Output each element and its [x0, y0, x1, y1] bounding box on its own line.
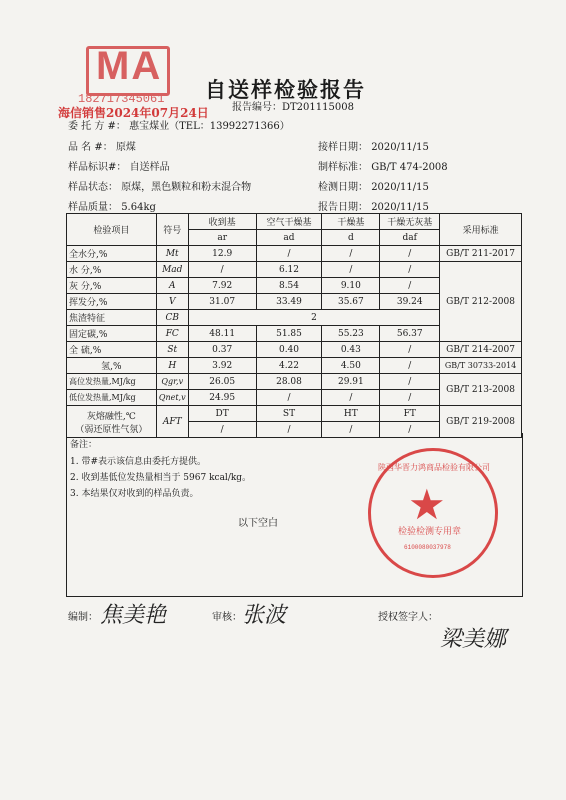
- report-date-field: [318, 198, 429, 213]
- cell-ad: 6.12: [256, 262, 322, 278]
- cell-ash-h4: FT: [380, 406, 440, 422]
- results-table: [66, 213, 522, 438]
- cell-daf: /: [380, 246, 440, 262]
- sample-mass-field: [68, 198, 156, 213]
- name-value: 原煤: [115, 142, 136, 153]
- sample-state-field: [68, 178, 251, 193]
- cell-daf: /: [380, 358, 440, 374]
- cell-ash-v2: /: [256, 422, 322, 438]
- cell-ad: 0.40: [256, 342, 322, 358]
- cell-ar: /: [188, 262, 256, 278]
- seal-number: 6100080037978: [404, 544, 451, 551]
- seal-purpose-text: 检验检测专用章: [398, 527, 462, 537]
- cell-item: 灰 分,%: [67, 278, 157, 294]
- seal-company-text: 陕西华晋力鸿商品检验有限公司: [378, 463, 490, 472]
- cell-d: 9.10: [322, 278, 380, 294]
- report-date-value: 2020/11/15: [371, 202, 429, 213]
- cell-standard: GB/T 212-2008: [440, 262, 522, 342]
- reviewed-label: 审核：: [212, 612, 242, 623]
- received-date-label: 接样日期：: [318, 142, 368, 153]
- cell-d: 35.67: [322, 294, 380, 310]
- header-daf: daf: [380, 230, 440, 246]
- cell-daf: 39.24: [380, 294, 440, 310]
- test-date-label: 检测日期：: [318, 182, 368, 193]
- header-daf-cn: 干燥无灰基: [380, 214, 440, 230]
- header-standard: 采用标准: [440, 214, 522, 246]
- sample-id-field: [68, 158, 170, 173]
- cell-daf: /: [380, 374, 440, 390]
- cell-ar: 24.95: [188, 390, 256, 406]
- cell-symbol: CB: [156, 310, 188, 326]
- ma-stamp-text: MA: [96, 44, 163, 88]
- cell-standard: GB/T 30733-2014: [440, 358, 522, 374]
- cell-ad: 33.49: [256, 294, 322, 310]
- note-2: 2. 收到基低位发热量相当于 5967 kcal/kg。: [70, 473, 252, 483]
- ma-stamp-code: 182717345061: [78, 92, 165, 106]
- cell-item: 低位发热量,MJ/kg: [67, 390, 157, 406]
- cell-standard: GB/T 211-2017: [440, 246, 522, 262]
- cell-item: 固定碳,%: [67, 326, 157, 342]
- cell-item: 挥发分,%: [67, 294, 157, 310]
- table-row: [67, 374, 522, 390]
- table-row: [67, 358, 522, 374]
- cell-symbol: FC: [156, 326, 188, 342]
- cell-standard: GB/T 219-2008: [440, 406, 522, 438]
- cell-d: 0.43: [322, 342, 380, 358]
- cell-item: 全 硫,%: [67, 342, 157, 358]
- table-row: [67, 406, 522, 422]
- prep-standard-value: GB/T 474-2008: [371, 162, 448, 173]
- prepared-signature: 焦美艳: [100, 603, 167, 628]
- sample-mass-label: 样品质量：: [68, 202, 118, 213]
- cell-ash-v1: /: [188, 422, 256, 438]
- cell-ar: 48.11: [188, 326, 256, 342]
- cell-merged-value: 2: [188, 310, 439, 326]
- prep-standard-field: [318, 158, 448, 173]
- cell-daf: 56.37: [380, 326, 440, 342]
- cell-ash-v3: /: [322, 422, 380, 438]
- note-1: 1. 带#表示该信息由委托方提供。: [70, 457, 206, 467]
- header-d-cn: 干燥基: [322, 214, 380, 230]
- cell-d: /: [322, 246, 380, 262]
- cell-daf: /: [380, 262, 440, 278]
- cell-item: 全水分,%: [67, 246, 157, 262]
- header-d: d: [322, 230, 380, 246]
- header-ar-cn: 收到基: [188, 214, 256, 230]
- header-symbol: 符号: [156, 214, 188, 246]
- cell-daf: /: [380, 342, 440, 358]
- cell-symbol: A: [156, 278, 188, 294]
- cell-ash-h1: DT: [188, 406, 256, 422]
- prepared-label: 编制：: [68, 612, 98, 623]
- ash-item-line2: （弱还原性气氛）: [75, 424, 148, 435]
- seal-star-icon: ★: [408, 480, 446, 529]
- cell-standard: GB/T 214-2007: [440, 342, 522, 358]
- test-date-value: 2020/11/15: [371, 182, 429, 193]
- cell-ad: 51.85: [256, 326, 322, 342]
- table-row: [67, 342, 522, 358]
- ash-item-line1: 灰熔融性,℃: [86, 411, 136, 422]
- cell-ar: 3.92: [188, 358, 256, 374]
- test-date-field: [318, 178, 429, 193]
- client-value: 惠宝煤业（TEL：13992271366）: [129, 121, 290, 132]
- table-row: [67, 262, 522, 278]
- sample-state-label: 样品状态：: [68, 182, 118, 193]
- sample-id-label: 样品标识#：: [68, 162, 127, 173]
- table-header-row: [67, 214, 522, 230]
- date-stamp: 海信销售2024年07月24日: [58, 106, 209, 120]
- cell-daf: /: [380, 278, 440, 294]
- received-date-value: 2020/11/15: [371, 142, 429, 153]
- cell-symbol: Qnet,v: [156, 390, 188, 406]
- authorized-label: 授权签字人：: [378, 612, 438, 623]
- header-ad-cn: 空气干燥基: [256, 214, 322, 230]
- cell-ash-h3: HT: [322, 406, 380, 422]
- cell-ad: 28.08: [256, 374, 322, 390]
- cell-daf: /: [380, 390, 440, 406]
- cell-ad: 4.22: [256, 358, 322, 374]
- sample-mass-value: 5.64kg: [121, 202, 156, 213]
- sample-state-value: 原煤，黑色颗粒和粉末混合物: [121, 182, 252, 193]
- cell-symbol: H: [156, 358, 188, 374]
- report-number: 报告编号：DT201115008: [232, 102, 354, 113]
- cell-symbol: Qgr,v: [156, 374, 188, 390]
- cell-ar: 0.37: [188, 342, 256, 358]
- reviewed-signature: 张波: [242, 603, 287, 628]
- cell-ar: 12.9: [188, 246, 256, 262]
- cell-item: 高位发热量,MJ/kg: [67, 374, 157, 390]
- cell-ar: 7.92: [188, 278, 256, 294]
- note-3: 3. 本结果仅对收到的样品负责。: [70, 489, 199, 499]
- cell-ash-v4: /: [380, 422, 440, 438]
- header-ad: ad: [256, 230, 322, 246]
- name-field: [68, 138, 136, 153]
- cell-d: /: [322, 262, 380, 278]
- cell-symbol: V: [156, 294, 188, 310]
- client-label: 委 托 方 #：: [68, 121, 126, 132]
- cell-d: 4.50: [322, 358, 380, 374]
- prep-standard-label: 制样标准：: [318, 162, 368, 173]
- cell-ad: /: [256, 390, 322, 406]
- cell-symbol: St: [156, 342, 188, 358]
- cell-item: 水 分,%: [67, 262, 157, 278]
- cell-d: 55.23: [322, 326, 380, 342]
- cell-ad: 8.54: [256, 278, 322, 294]
- authorized-signature: 梁美娜: [440, 627, 507, 652]
- received-date-field: [318, 138, 429, 153]
- cell-ash-h2: ST: [256, 406, 322, 422]
- cell-ar: 26.05: [188, 374, 256, 390]
- cell-item: 氢,%: [67, 358, 157, 374]
- cell-d: /: [322, 390, 380, 406]
- cell-symbol: Mad: [156, 262, 188, 278]
- cell-item: 焦渣特征: [67, 310, 157, 326]
- client-field: [68, 117, 290, 132]
- table-row: [67, 246, 522, 262]
- cell-ar: 31.07: [188, 294, 256, 310]
- cell-symbol: Mt: [156, 246, 188, 262]
- cell-standard: GB/T 213-2008: [440, 374, 522, 406]
- header-item: 检验项目: [67, 214, 157, 246]
- cell-ad: /: [256, 246, 322, 262]
- blank-below-note: 以下空白: [238, 518, 278, 529]
- header-ar: ar: [188, 230, 256, 246]
- report-date-label: 报告日期：: [318, 202, 368, 213]
- notes-heading: 备注：: [70, 440, 98, 450]
- sample-id-value: 自送样品: [129, 162, 170, 173]
- cell-d: 29.91: [322, 374, 380, 390]
- cell-symbol: AFT: [156, 406, 188, 438]
- page-title: 自送样检验报告: [205, 77, 366, 102]
- name-label: 品 名 #：: [68, 142, 113, 153]
